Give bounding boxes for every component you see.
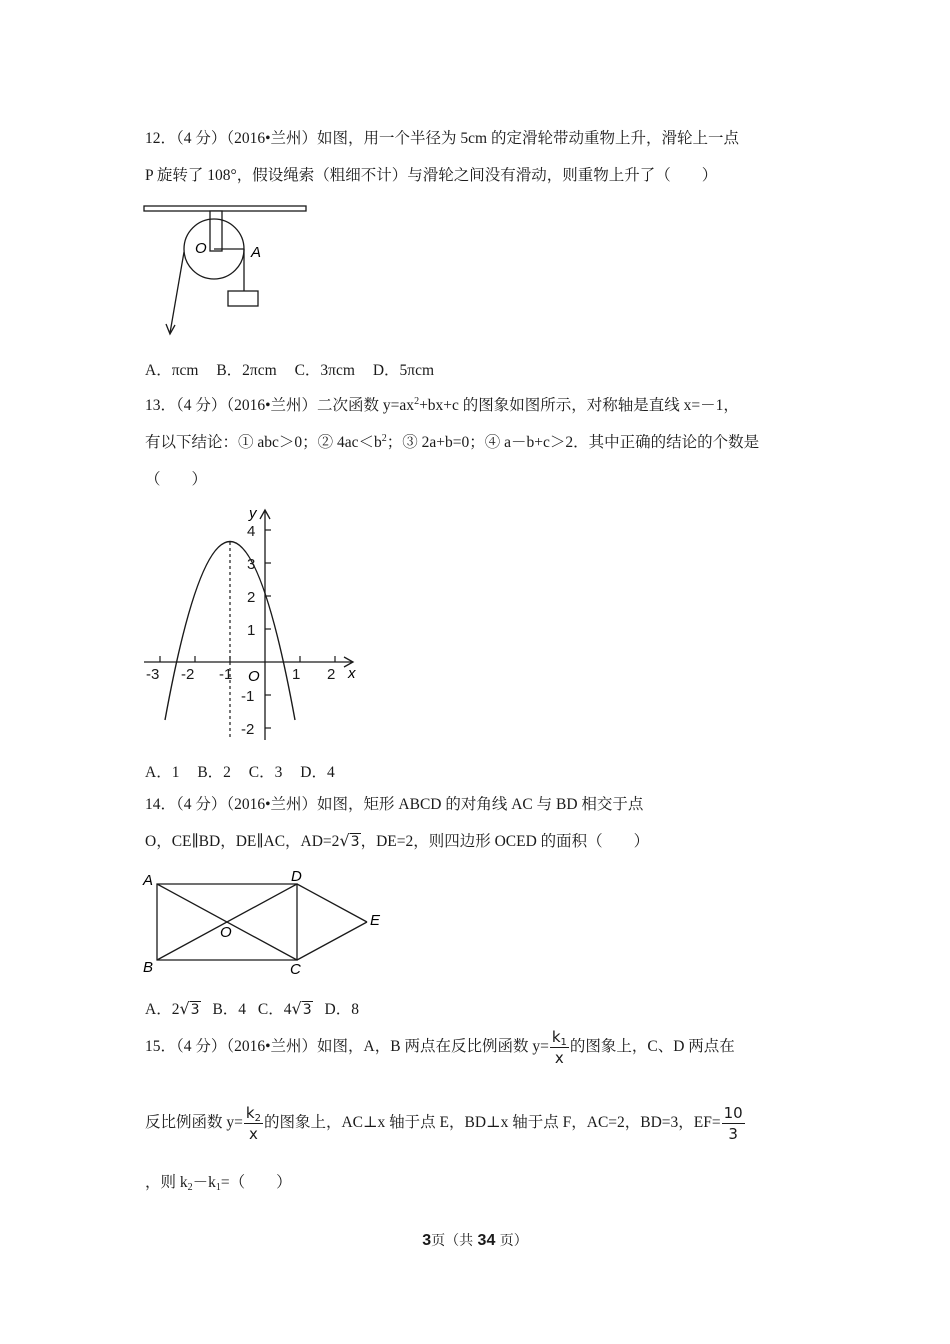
q13-option-b: B．2	[197, 764, 231, 781]
q15-text-line1: 15．（4 分）（2016•兰州）如图，A，B 两点在反比例函数 y= $\frac{k_1}{x}$ 的图象上，C、D 两点在	[145, 1028, 735, 1067]
y-tick-neg2: -2	[241, 721, 255, 738]
label-C: C	[290, 961, 301, 978]
q14-option-b: B．4	[212, 1001, 247, 1018]
y-tick-2: 2	[247, 589, 256, 606]
page-number: 3	[422, 1232, 432, 1249]
label-D: D	[291, 868, 302, 885]
q13-option-a: A．1	[145, 764, 180, 781]
y-axis-label: y	[249, 505, 257, 522]
y-tick-1: 1	[247, 622, 256, 639]
x-tick-neg1: -1	[219, 666, 233, 683]
x-tick-2: 2	[327, 666, 336, 683]
q13-text-line2: 有以下结论：① abc＞0；② $4ac<b^2$；③ 2a+b=0；④ a－b+c＞2．其中正确的结论的个数是	[145, 433, 760, 451]
sqrt-symbol: √3	[339, 831, 360, 850]
rectangle-figure	[140, 866, 390, 981]
pulley-bracket	[210, 211, 222, 251]
label-B: B	[143, 959, 154, 976]
q13-text-line1: 13．（4 分）（2016•兰州）二次函数 $y=ax^2+bx+c$ 的图象如图所示，对称轴是直线 x=－1，	[145, 396, 739, 414]
x-axis-label: x	[348, 665, 356, 682]
rope-left	[170, 252, 184, 333]
y-tick-neg1: -1	[241, 688, 255, 705]
q14-option-c: C．4√3	[257, 999, 312, 1018]
q12-text-line1: 12．（4 分）（2016•兰州）如图，用一个半径为 5cm 的定滑轮带动重物上升，滑轮上一点	[145, 130, 739, 147]
pulley-figure	[140, 200, 320, 345]
q12-options	[145, 358, 448, 380]
q14-options	[145, 997, 359, 1019]
q14-option-d: D．8	[324, 1001, 359, 1018]
q13-text-line3: （ ）	[145, 471, 208, 488]
page-footer: 3页（共 34 页）	[422, 1232, 528, 1249]
q12-option-c: C．3πcm	[294, 362, 355, 379]
fraction-k1-over-x: $\frac{k_1}{x}$	[551, 1028, 567, 1067]
label-O: O	[195, 240, 207, 257]
segment-CE	[297, 922, 367, 960]
fraction-10-over-3: $\frac{10}{3}$	[723, 1104, 743, 1143]
label-A: A	[143, 872, 154, 889]
total-pages: 34	[477, 1232, 496, 1249]
q12-option-a: A．πcm	[145, 362, 199, 379]
label-A: A	[251, 244, 262, 261]
q14-text-line1: 14．（4 分）（2016•兰州）如图，矩形 ABCD 的对角线 AC 与 BD 相交于点	[145, 796, 644, 813]
weight-block	[228, 291, 258, 306]
y-tick-3: 3	[247, 556, 256, 573]
x-tick-neg3: -3	[146, 666, 160, 683]
q13-option-d: D．4	[300, 764, 335, 781]
x-tick-neg2: -2	[181, 666, 195, 683]
fraction-k2-over-x: $\frac{k_2}{x}$	[245, 1104, 261, 1143]
q13-option-c: C．3	[248, 764, 283, 781]
q14-text-line2: O，CE∥BD，DE∥AC，AD=2√3，DE=2，则四边形 OCED 的面积（ ）	[145, 831, 650, 850]
label-E: E	[370, 912, 381, 929]
segment-DE	[297, 884, 367, 922]
parabola-graph	[140, 500, 370, 750]
x-tick-1: 1	[292, 666, 301, 683]
q12-option-d: D．5πcm	[372, 362, 435, 379]
q14-option-a: A．2√3	[145, 999, 200, 1018]
origin-label: O	[248, 668, 260, 685]
ceiling-bar	[144, 206, 306, 211]
q12-option-b: B．2πcm	[216, 362, 277, 379]
q15-text-line2: 反比例函数 y= $\frac{k_2}{x}$ 的图象上，AC⊥x 轴于点 E，BD⊥x 轴于点 F，AC=2，BD=3，EF= $\frac{10}{3}$	[145, 1104, 743, 1143]
q15-text-line3: ，则 $k_2-k_1=$（ ）	[145, 1174, 292, 1193]
q13-options	[145, 760, 349, 782]
y-tick-4: 4	[247, 523, 256, 540]
q12-text-line2: P 旋转了 108°，假设绳索（粗细不计）与滑轮之间没有滑动，则重物上升了（ ）	[145, 167, 718, 184]
label-O: O	[220, 924, 232, 941]
